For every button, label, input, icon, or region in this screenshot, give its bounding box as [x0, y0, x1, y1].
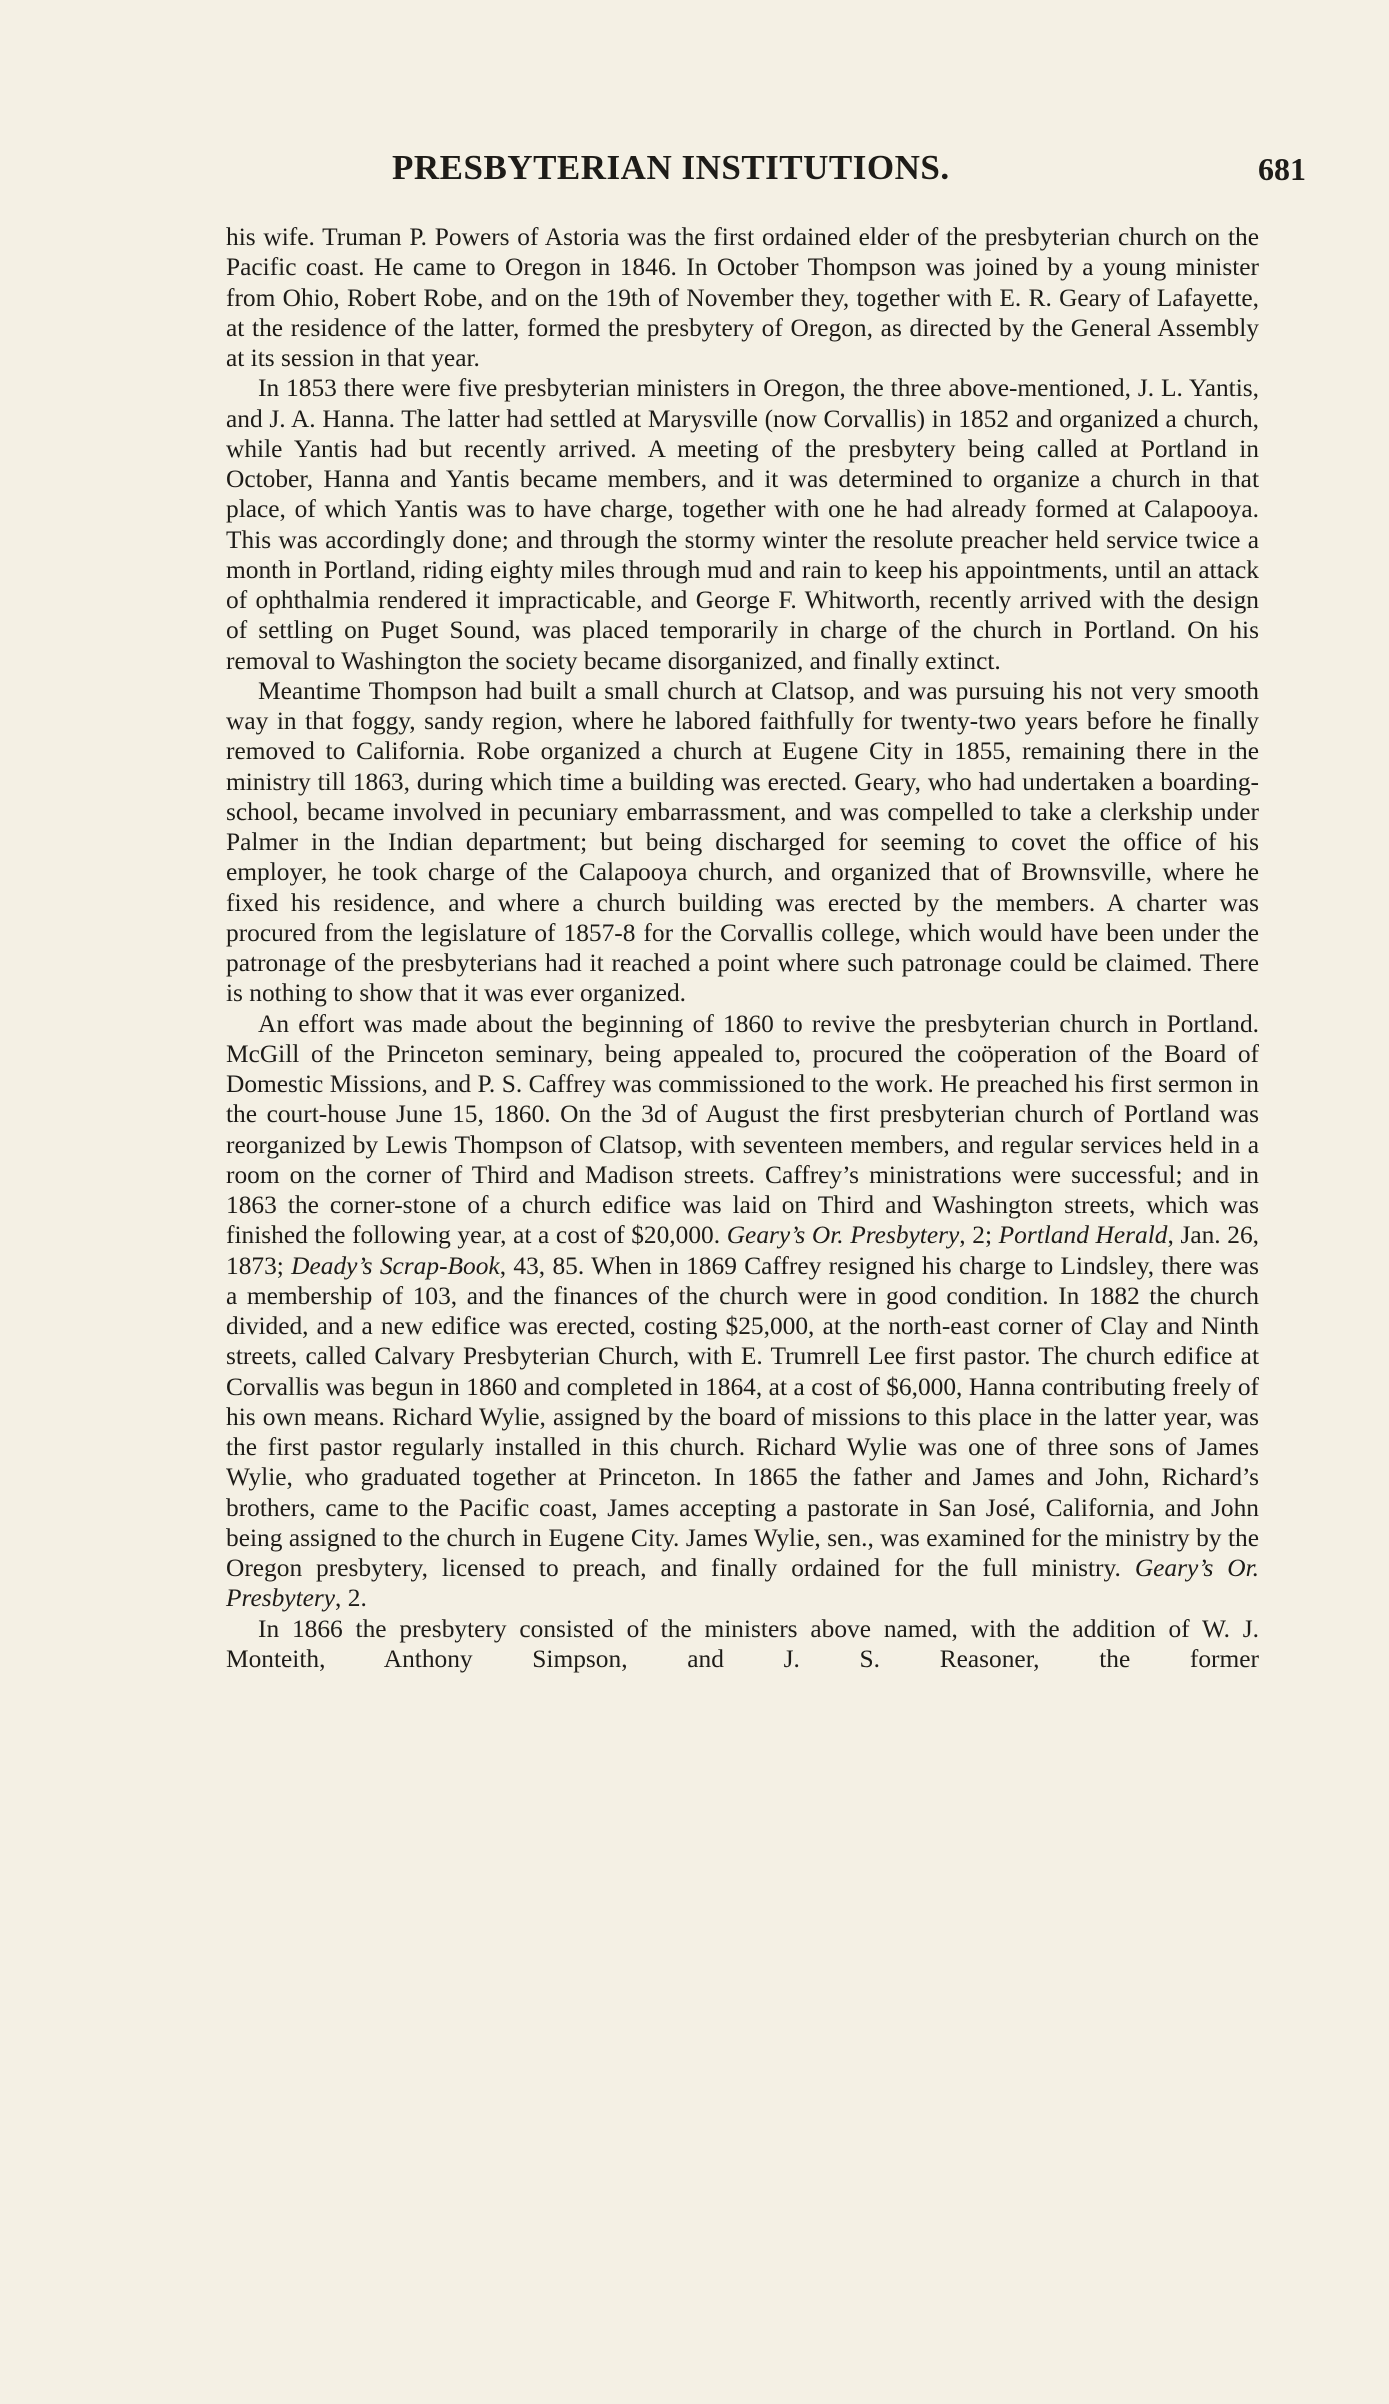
citation-italic: Portland Herald: [998, 1221, 1168, 1250]
text-segment: An effort was made about the beginning of 1860 to revive the presbyterian church in Portland. McGill of the Princeton seminary, being appealed to, procured the coöperation of the Board of Domestic Missions, and P. S. Caffrey was commissioned to the work. He preached his first sermon in the court-house June 15, 1860. On the 3d of August the first presbyterian church of Portland was reorganized by Lewis Thompson of Clatsop, with seventeen members, and regular services held in a room on the corner of Third and Madison streets. Caffrey’s ministrations were successful; and in 1863 the corner-stone of a church edifice was laid on Third and Washington streets, which was finished the following year, at a cost of $20,000.: [226, 1009, 1259, 1250]
page-header: [240, 150, 1389, 200]
body-text: [226, 222, 1259, 1674]
text-segment: , 43, 85. When in 1869 Caffrey resigned his charge to Lindsley, there was a membership of 103, and the finances of the church were in good condition. In 1882 the church divided, and a new edifice was erected, costing $25,000, at the north-east corner of Clay and Ninth streets, called Calvary Presbyterian Church, with E. Trumrell Lee first pastor. The church edifice at Corvallis was begun in 1860 and completed in 1864, at a cost of $6,000, Hanna contributing freely of his own means. Richard Wylie, assigned by the board of missions to this place in the latter year, was the first pastor regularly installed in this church. Richard Wylie was one of three sons of James Wylie, who graduated together at Princeton. In 1865 the father and James and John, Richard’s brothers, came to the Pacific coast, James accepting a pastorate in San José, California, and John being assigned to the church in Eugene City. James Wylie, sen., was examined for the ministry by the Oregon presbytery, licensed to preach, and finally ordained for the full ministry.: [226, 1251, 1259, 1582]
citation-italic: Geary’s Or. Presbytery: [726, 1221, 960, 1250]
paragraph-3: [226, 676, 1259, 1009]
text-segment: , Jan. 26, 1873;: [226, 1221, 1260, 1280]
citation-italic: Deady’s Scrap-Book: [291, 1251, 500, 1280]
paragraph-4: [226, 1009, 1259, 1614]
text-segment: , 2.: [335, 1584, 367, 1613]
citation-italic: Geary’s Or. Presbytery: [226, 1554, 1259, 1613]
text-segment: In 1866 the presbytery consisted of the ministers above named, with the addition of W. J. Monteith, Anthony Simpson, and J. S. Reasoner, the former: [226, 1614, 1259, 1673]
text-segment: , 2;: [959, 1221, 999, 1250]
paragraph-2: [226, 373, 1259, 676]
paragraph-1: [226, 222, 1259, 373]
text-segment: Meantime Thompson had built a small church at Clatsop, and was pursuing his not very smooth way in that foggy, sandy region, where he labored faithfully for twenty-two years before he finally removed to California. Robe organized a church at Eugene City in 1855, remaining there in the ministry till 1863, during which time a building was erected. Geary, who had undertaken a boarding-school, became involved in pecuniary embarrassment, and was compelled to take a clerkship under Palmer in the Indian department; but being discharged for seeming to covet the office of his employer, he took charge of the Calapooya church, and organized that of Brownsville, where he fixed his residence, and where a church building was erected by the members. A charter was procured from the legislature of 1857-8 for the Corvallis college, which would have been under the patronage of the presbyterians had it reached a point where such patronage could be claimed. There is nothing to show that it was ever organized.: [226, 676, 1259, 1008]
paragraph-5: [226, 1614, 1259, 1675]
text-segment: his wife. Truman P. Powers of Astoria was the first ordained elder of the presbyterian church on the Pacific coast. He came to Oregon in 1846. In October Thompson was joined by a young minister from Ohio, Robert Robe, and on the 19th of November they, together with E. R. Geary of Lafayette, at the residence of the latter, formed the presbytery of Oregon, as directed by the General Assembly at its session in that year.: [226, 223, 1259, 372]
page-number: 681: [1258, 151, 1306, 187]
text-segment: In 1853 there were five presbyterian ministers in Oregon, the three above-mentioned, J. L. Yantis, and J. A. Hanna. The latter had settled at Marysville (now Corvallis) in 1852 and organized a church, while Yantis had but recently arrived. A meeting of the presbytery being called at Portland in October, Hanna and Yantis became members, and it was determined to organize a church in that place, of which Yantis was to have charge, together with one he had already formed at Calapooya. This was accordingly done; and through the stormy winter the resolute preacher held service twice a month in Portland, riding eighty miles through mud and rain to keep his appointments, until an attack of ophthalmia rendered it impracticable, and George F. Whitworth, recently arrived with the design of settling on Puget Sound, was placed temporarily in charge of the church in Portland. On his removal to Washington the society became disorganized, and finally extinct.: [226, 374, 1259, 675]
running-head: PRESBYTERIAN INSTITUTIONS.: [392, 148, 950, 187]
